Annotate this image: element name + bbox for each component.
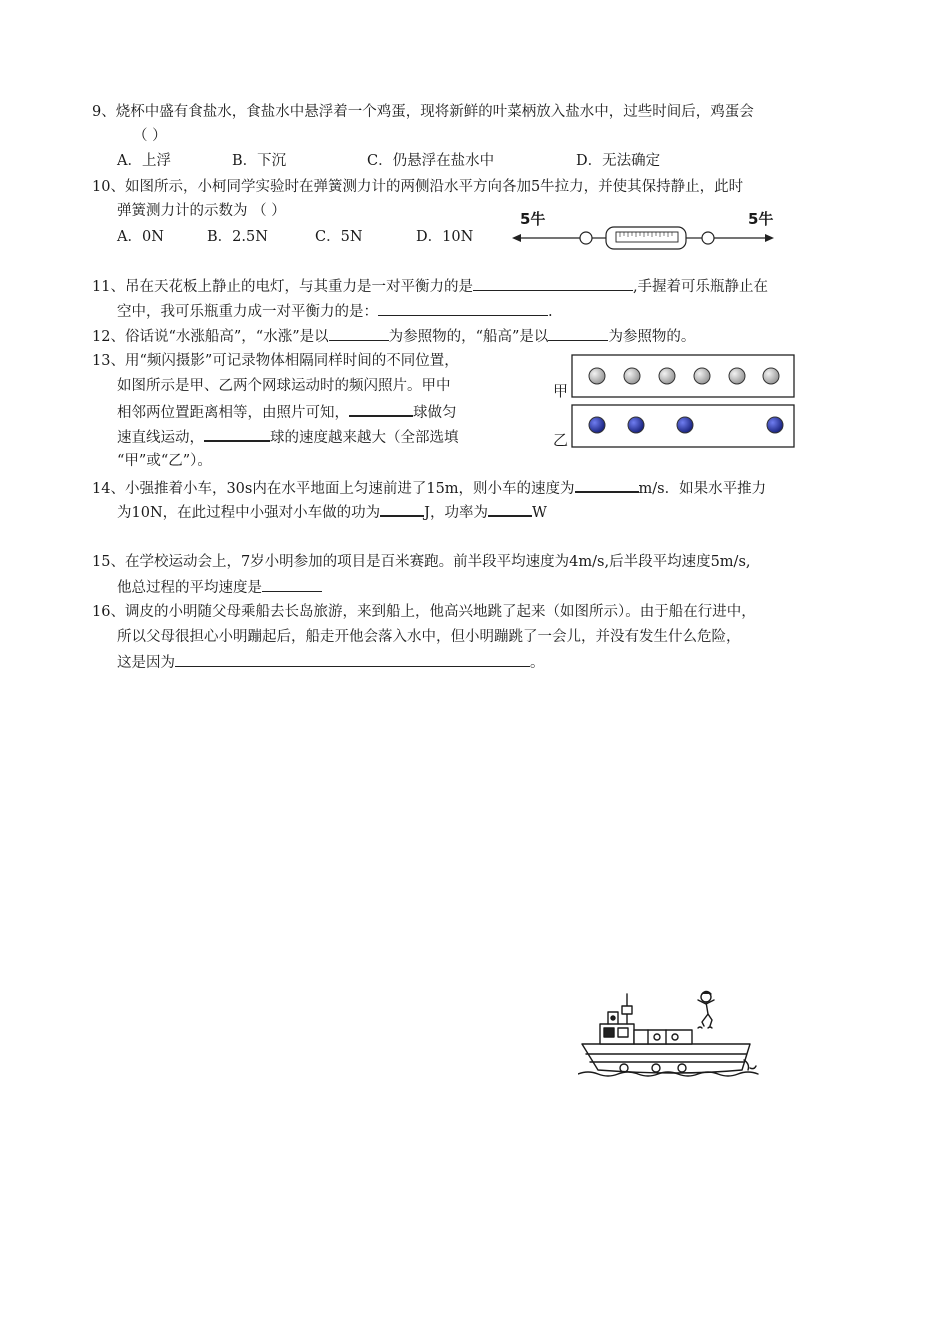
q13-text: 13、用“频闪摄影”可记录物体相隔同样时间的不同位置， <box>92 353 459 369</box>
q10-option-a: A．0N <box>117 229 164 245</box>
q15-text-a: 他总过程的平均速度是 <box>117 580 262 596</box>
force-label-right: 5牛 <box>748 210 774 228</box>
label-jia: 甲 <box>553 382 569 400</box>
q11-text-2 <box>117 301 553 322</box>
q11-answer-blank-2[interactable] <box>378 301 548 316</box>
jia-ball <box>659 368 675 384</box>
q13-text-3 <box>117 401 457 423</box>
q9-answer-paren: （ ） <box>133 128 167 144</box>
boat-jumping-boy-illustration <box>578 988 763 1088</box>
q11-text-a: 11、吊在天花板上静止的电灯，与其重力是一对平衡力的是 <box>92 279 473 295</box>
q11-answer-blank-1[interactable] <box>473 276 633 291</box>
q13-answer-blank-2[interactable] <box>204 426 270 442</box>
q12-text-a: 12、俗话说“水涨船高”，“水涨”是以 <box>92 329 329 345</box>
q11-text-c: 空中，我可乐瓶重力成一对平衡力的是： <box>117 304 378 320</box>
q13-answer-blank-1[interactable] <box>349 401 413 417</box>
q14-text-a: 14、小强推着小车，30s内在水平地面上匀速前进了15m，则小车的速度为 <box>92 481 575 497</box>
q9-option-c: C．仍悬浮在盐水中 <box>367 153 495 169</box>
q14-text-d: J，功率为 <box>424 505 488 521</box>
strobe-photo-figure <box>553 354 798 449</box>
q13-text-5: “甲”或“乙”）。 <box>117 453 212 469</box>
q16-text-2: 所以父母很担心小明蹦起后，船走开他会落入水中，但小明蹦跳了一会儿，并没有发生什么危险， <box>117 629 741 645</box>
q10-text-2: 弹簧测力计的示数为 （ ） <box>117 203 286 219</box>
q12-answer-blank-1[interactable] <box>329 326 389 341</box>
q14-text-c: 为10N，在此过程中小强对小车做的功为 <box>117 505 381 521</box>
boat-drawing <box>578 988 763 1088</box>
q11-text-d: . <box>548 304 553 320</box>
q16-text-b: 。 <box>530 655 545 671</box>
q14-answer-blank-2[interactable] <box>380 501 424 517</box>
q12-text-b: 为参照物的，“船高”是以 <box>388 329 549 345</box>
q13-text-4a: 速直线运动， <box>117 430 204 446</box>
q16-text: 16、调皮的小明随父母乘船去长岛旅游，来到船上，他高兴地跳了起来（如图所示）。由于船在行进中， <box>92 604 756 620</box>
spring-scale-figure <box>508 208 778 254</box>
q13-text-4 <box>117 426 459 448</box>
jia-ball <box>694 368 710 384</box>
jia-ball <box>589 368 605 384</box>
q13-text-3b: 球做匀 <box>413 405 457 421</box>
jia-ball <box>729 368 745 384</box>
yi-ball <box>589 417 605 433</box>
q15-answer-blank[interactable] <box>262 577 322 592</box>
q10-option-b: B．2.5N <box>207 229 268 245</box>
yi-ball <box>677 417 693 433</box>
q15-text-2 <box>117 577 322 598</box>
q12-answer-blank-2[interactable] <box>548 326 608 341</box>
q12-text-c: 为参照物的。 <box>608 329 696 345</box>
q14-text <box>92 477 766 499</box>
q10-text: 10、如图所示，小柯同学实验时在弹簧测力计的两侧沿水平方向各加5牛拉力，并使其保持静止，此时 <box>92 179 744 195</box>
force-label-left: 5牛 <box>520 210 546 228</box>
q14-answer-blank-3[interactable] <box>488 501 532 517</box>
q14-text-e: W <box>531 505 547 521</box>
q12-text <box>92 326 695 347</box>
yi-ball <box>628 417 644 433</box>
q14-text-b: m/s．如果水平推力 <box>638 481 767 497</box>
q15-text: 15、在学校运动会上，7岁小明参加的项目是百米赛跑。前半段平均速度为4m/s,后半段平均速度5m/s, <box>92 554 751 570</box>
q10-option-d: D．10N <box>416 229 474 245</box>
label-yi: 乙 <box>553 431 569 449</box>
q11-text <box>92 276 768 297</box>
spring-scale-drawing <box>508 208 778 254</box>
jia-ball <box>624 368 640 384</box>
strobe-photo-drawing <box>553 354 798 449</box>
q16-text-3 <box>117 652 545 673</box>
q16-text-a: 这是因为 <box>117 655 175 671</box>
q13-text-4b: 球的速度越来越大（全部选填 <box>270 430 459 446</box>
q9-option-b: B．下沉 <box>232 153 287 169</box>
q13-text-2: 如图所示是甲、乙两个网球运动时的频闪照片。甲中 <box>117 378 451 394</box>
q9-option-d: D．无法确定 <box>576 153 661 169</box>
yi-ball <box>767 417 783 433</box>
q14-answer-blank-1[interactable] <box>575 477 639 493</box>
q9-text: 9、烧杯中盛有食盐水，食盐水中悬浮着一个鸡蛋，现将新鲜的叶菜柄放入盐水中，过些时间后，鸡蛋会 <box>92 104 754 120</box>
q11-text-b: ,手握着可乐瓶静止在 <box>632 279 769 295</box>
jia-ball <box>763 368 779 384</box>
q16-answer-blank[interactable] <box>175 652 530 667</box>
q9-option-a: A．上浮 <box>117 153 171 169</box>
q13-text-3a: 相邻两位置距离相等，由照片可知， <box>117 405 349 421</box>
q10-option-c: C．5N <box>315 229 363 245</box>
q14-text-2 <box>117 501 547 523</box>
